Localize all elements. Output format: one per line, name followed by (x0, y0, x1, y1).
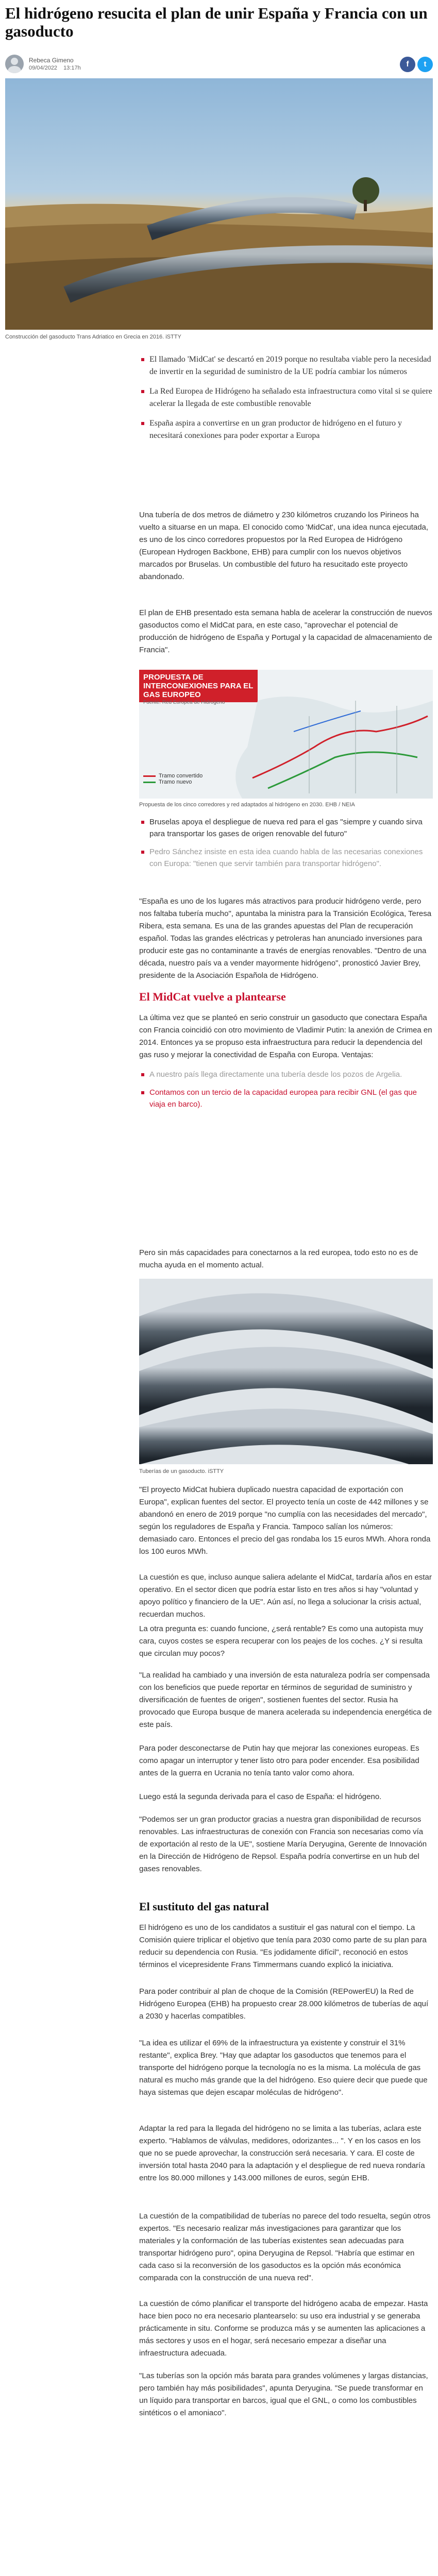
byline (5, 54, 433, 75)
list-item: A nuestro país llega directamente una tubería desde los pozos de Argelia. (139, 1069, 433, 1080)
paragraph: La otra pregunta es: cuando funcione, ¿será rentable? Es como una autopista muy cara, cuyos costes se espera recuperar con los peajes de los coches. ¿Y si resulta que circulan muy pocos? (139, 1624, 424, 1658)
paragraph: Pero sin más capacidades para conectarnos a la red europea, todo esto no es de mucha ayuda en el momento actual. (139, 1248, 418, 1269)
author-avatar (5, 55, 24, 73)
paragraph: Adaptar la red para la llegada del hidrógeno no se limita a las tuberías, aclara este experto. "Hablamos de válvulas, medidores, odorizantes... ". Y en los casos en los que no se puede aprovechar, la construcción será necesaria. Y cara. El coste de inversión total hasta 2040 para la adaptación y el despliegue de red nueva rondaría entre los 80.000 millones y 143.000 millones de euros, según EHB. (139, 2124, 425, 2182)
interconnections-map (139, 670, 433, 799)
twitter-share-icon[interactable]: t (417, 57, 433, 72)
hero-caption: Construcción del gasoducto Trans Adriatico en Grecia en 2016. iSTTY (5, 334, 181, 340)
paragraph: La cuestión de cómo planificar el transporte del hidrógeno acaba de empezar. Hasta hace bien poco no era necesario plantearselo: su uso era industrial y se generaba prácticamente in situ. Conforme se produzca más y se aumenten las aplicaciones a más sectores y usos en el hogar, será necesario empezar a diseñar una infraestructura adecuada. (139, 2299, 428, 2358)
paragraph: La cuestión es que, incluso aunque saliera adelante el MidCat, tardaría años en estar operativo. En el sector dicen que podría estar listo en tres años si hay "voluntad y apoyo político y financiero de la UE". Aún así, no llega a solucionar la crisis actual, recuerdan muchos. (139, 1573, 432, 1619)
paragraph: El hidrógeno es uno de los candidatos a sustituir el gas natural con el tiempo. La Comisión quiere triplicar el objetivo que tenía para 2030 como parte de su plan para reducir su dependencia con Rusia. "Es jodidamente difícil", reconoció en estos términos el vicepresidente Frans Timmermans cuando explicó la iniciativa. (139, 1923, 427, 1969)
paragraph: El plan de EHB presentado esta semana habla de acelerar la construcción de nuevos gasoductos como el MidCat para, en este caso, "aprovechar el potencial de producción de hidrógeno de España y Portugal y la capacidad de almacenamiento de Francia". (139, 608, 432, 654)
advantages-list (139, 1069, 433, 1110)
paragraph: "Las tuberías son la opción más barata para grandes volúmenes y largas distancias, pero también hay más posibilidades", apunta Deryugina. "Se puede transformar en un líquido para transportar en barcos, igual que el GNL, o como los combustibles sintéticos o el amoniaco". (139, 2371, 428, 2417)
date: 09/04/2022 (29, 65, 58, 71)
pipeline-photo (5, 78, 433, 330)
paragraph: "El proyecto MidCat hubiera duplicado nuestra capacidad de exportación con Europa", explican fuentes del sector. El proyecto tenía un coste de 442 millones y se abandonó en enero de 2019 porque "no cumplía con las necesidades del mercado", según los reguladores de España y Francia. Tampoco salían los números: demasiado caro. Entonces el precio del gas rondaba los 15 euros MWh. Ahora ronda los 100 euros MWh. (139, 1485, 431, 1556)
publish-date (29, 65, 87, 71)
paragraph: "España es uno de los lugares más atractivos para producir hidrógeno verde, pero nos faltaba tubería mucho", apuntaba la ministra para la Transición Ecológica, Teresa Ribera, esta semana. Es una de las grandes apuestas del Plan de recuperación español. Todas las grandes eléctricas y petroleras han anunciado inversiones para producir este gas no contaminante a través de energías renovables. "Dentro de una década, nuestro país va a vender mayormente hidrógeno", pronosticó Javier Brey, presidente de la Asociación Española de Hidrógeno. (139, 897, 432, 980)
paragraph: Para poder desconectarse de Putin hay que mejorar las conexiones europeas. Es como apagar un interruptor y tener listo otro para poder encender. Esa posibilidad antes de la guerra en Ucrania no tenía tanto valor como ahora. (139, 1744, 419, 1777)
related-links (139, 816, 433, 870)
summary-list (139, 353, 433, 442)
paragraph: "La realidad ha cambiado y una inversión de esta naturaleza podría ser compensada con los beneficios que puede reportar en términos de seguridad de suministro y diversificación de fuentes de origen", sostienen fuentes del sector. Rusia ha provocado que Europa busque de manera acelerada su independencia energética de este país. (139, 1671, 432, 1729)
paragraph: La última vez que se planteó en serio construir un gasoducto que conectara España con Francia coincidió con otro movimiento de Vladimir Putin: la anexión de Crimea en 2014. Entonces ya se propuso esta infraestructura para reducir la dependencia del gas ruso y mejorar la conectividad de España con Europa. Ventajas: (139, 1013, 432, 1059)
time: 13:17h (63, 65, 81, 71)
paragraph: La cuestión de la compatibilidad de tuberías no parece del todo resuelta, según otros expertos. "Es necesario realizar más investigaciones para garantizar que los materiales y la conformación de las tuberías existentes sean adecuadas para transportar hidrógeno puro", opina Deryugina de Repsol. "Habría que estimar en cada caso si la reconversión de los gasoductos es la opción más económica comparada con la construcción de una nueva red". (139, 2212, 431, 2282)
pipes-caption: Tuberías de un gasoducto. iSTTY (139, 1468, 224, 1475)
article-title: El hidrógeno resucita el plan de unir España y Francia con un gasoducto (5, 4, 428, 40)
summary-item: La Red Europea de Hidrógeno ha señalado esta infraestructura como vital si se quiere acelerar la llegada de este combustible renovable (139, 385, 433, 410)
paragraph: Luego está la segunda derivada para el caso de España: el hidrógeno. (139, 1792, 382, 1801)
paragraph: Para poder contribuir al plan de choque de la Comisión (REPowerEU) la Red de Hidrógeno Europea (EHB) ha propuesto crear 28.000 kilómetros de tuberías de aquí a 2030 y hacerlas compatibles. (139, 1987, 429, 2021)
paragraph: Una tubería de dos metros de diámetro y 230 kilómetros cruzando los Pirineos ha vuelto a situarse en un mapa. El conocido como 'MidCat', una idea nunca ejecutada, es uno de los cinco corredores propuestos por la Red Europea de Hidrógeno (European Hydrogen Backbone, EHB) para cumplir con los nuevos objetivos marcados por Bruselas. Un combustible del futuro ha resucitado este proyecto abandonado. (139, 511, 429, 581)
map-legend (143, 773, 203, 785)
summary-item: España aspira a convertirse en un gran productor de hidrógeno en el futuro y necesitará conexiones para poder exportar a Europa (139, 417, 433, 442)
map-caption: Propuesta de los cinco corredores y red adaptados al hidrógeno en 2030. EHB / NEIA (139, 802, 355, 808)
hero-image (5, 78, 433, 330)
list-item[interactable]: Bruselas apoya el despliegue de nueva red para el gas "siempre y cuando sirva para transportar los gases de origen renovable del futuro" (139, 816, 433, 840)
list-item[interactable]: Pedro Sánchez insiste en esta idea cuando habla de las necesarias conexiones con Europa: "tienen que servir también para transportar hidrógeno". (139, 846, 433, 870)
author-name[interactable]: Rebeca Gimeno (29, 57, 74, 64)
pipes-illustration (139, 1279, 433, 1464)
map-title: PROPUESTA DE INTERCONEXIONES PARA EL GAS EUROPEO (139, 670, 258, 702)
paragraph: "La idea es utilizar el 69% de la infraestructura ya existente y construir el 31% restante", explica Brey. "Hay que adaptar los gasoductos que tenemos para el transporte del hidrógeno porque la tecnología no es la misma. La molécula de gas natural es mucho más grande que la del hidrógeno. Eso quiere decir que puede que haya sistemas que dejen escapar moléculas de hidrógeno". (139, 2039, 428, 2097)
summary-item: El llamado 'MidCat' se descartó en 2019 porque no resultaba viable pero la necesidad de invertir en la seguridad de suministro de la UE podría cambiar los números (139, 353, 433, 378)
legend-converted: Tramo convertido (159, 773, 203, 779)
list-item[interactable]: Contamos con un tercio de la capacidad europea para recibir GNL (el gas que viaja en barco). (139, 1087, 433, 1110)
section-heading: El MidCat vuelve a plantearse (139, 990, 286, 1003)
pipes-photo (139, 1279, 433, 1464)
section-heading: El sustituto del gas natural (139, 1900, 269, 1913)
map-source: Fuente: Red Europea de Hidrógeno (143, 700, 225, 705)
legend-new: Tramo nuevo (159, 779, 192, 785)
paragraph: "Podemos ser un gran productor gracias a nuestra gran disponibilidad de recursos renovables. Las infraestructuras de conexión con Francia son necesarias como vía de exportación al resto de la UE", sostiene María Deryugina, Gerente de Innovación en la Dirección de Hidrógeno de Repsol. España podría convertirse en un hub del gases renovables. (139, 1815, 427, 1873)
facebook-share-icon[interactable]: f (400, 57, 415, 72)
